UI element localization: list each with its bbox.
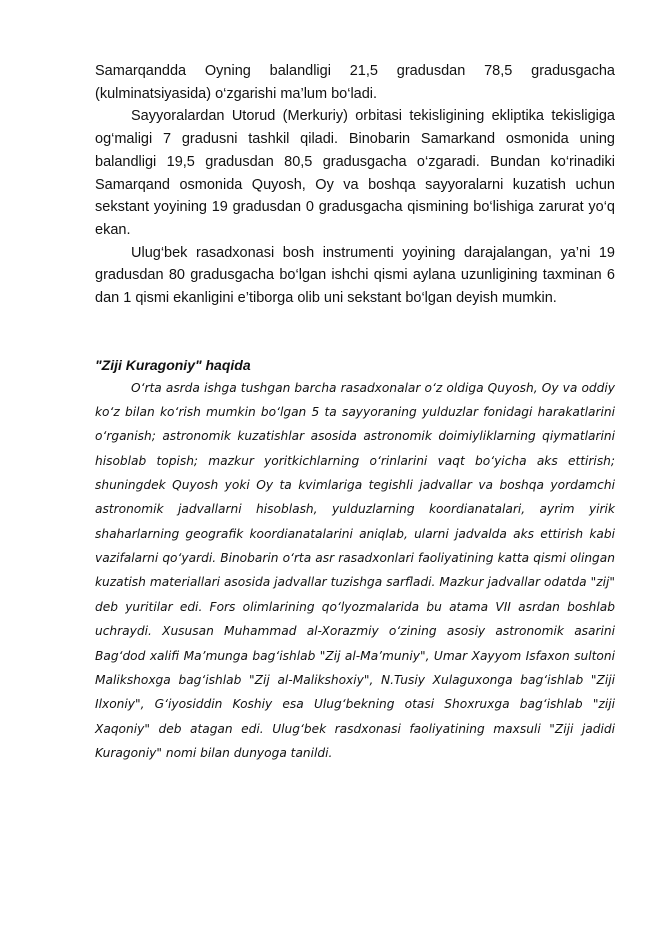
paragraph-zij-history: O‘rta asrda ishga tushgan barcha rasadxonalar o‘z oldiga Quyosh, Oy va oddiy ko‘z bilan ko‘rish mumkin bo‘lgan 5 ta sayyoraning yulduzlar fonidagi harakatlarini o‘rganish; astronomik kuzatishlar asosida astronomik doimiyliklarning qiymatlarini hisoblab topish; mazkur yoritkichlarning o‘rinlarini vaqt bo‘yicha aks ettirish; shuningdek Quyosh yoki Oy ta kvimlariga tegishli jadvallar va boshqa yordamchi astronomik jadvallarni hisoblash, yulduzlarning koordianatalari, ayrim yirik shaharlarning geografik koordianatalarini aniqlab, ularni jadvalda aks ettirish kabi vazifalarni qo‘yardi. Binobarin o‘rta asr rasadxonlari faoliyatining katta qismi olingan kuzatish materiallari asosida jadvallar tuzishga sarfladi. Mazkur jadvallar odatda "zij" deb yuritilar edi. Fors olimlarining qo‘lyozmalarida bu atama VII asrdan boshlab uchraydi. Xususan Muhammad al-Xorazmiy o‘zining asosiy astronomik asarini Bag‘dod xalifi Ma’munga bag‘ishlab "Zij al-Ma’muniy", Umar Xayyom Isfaxon sultoni Malikshoxga bag‘ishlab "Zij al-Malikshoxiy", N.Tusiy Xulaguxonga bag‘ishlab "Ziji Ilxoniy", G‘iyosiddin Koshiy esa Ulug‘bekning otasi Shoxruxga bag‘ishlab "ziji Xaqoniy" deb atagan edi. Ulug‘bek rasdxonasi faoliyatining maxsuli "Ziji jadidi Kuragoniy" nomi bilan dunyoga tanildi. [95,380,615,760]
paragraph-sextant: Ulug‘bek rasadxonasi bosh instrumenti yoyining darajalangan, ya’ni 19 gradusdan 80 gradusgacha bo‘lgan ishchi qismi aylana uzunligining taxminan 6 dan 1 qismi ekanligini e’tiborga olib uni sekstant bo‘lgan deyish mumkin. [95,244,615,307]
section-gap [95,310,615,354]
paragraph-mercury-orbit: Sayyoralardan Utorud (Merkuriy) orbitasi tekisligining ekliptika tekisligiga og‘maligi 7 gradusni tashkil qiladi. Binobarin Samarkand osmonida uning balandligi 19,5 gradusdan 80,5 gradusgacha o‘zgaradi. Bundan ko‘rinadiki Samarqand osmonida Quyosh, Oy va boshqa sayyoralarni kuzatish uchun sekstant yoyining 19 gradusdan 0 gradusgacha qismining bo‘lishiga zarurat yo‘q ekan. [95,108,615,238]
section-title: "Ziji Kuragoniy" haqida [95,356,251,373]
document-page [95,60,615,765]
paragraph-moon-altitude: Samarqandda Oyning balandligi 21,5 gradusdan 78,5 gradusgacha (kulminatsiyasida) o‘zgarishi ma’lum bo‘ladi. [95,63,615,102]
